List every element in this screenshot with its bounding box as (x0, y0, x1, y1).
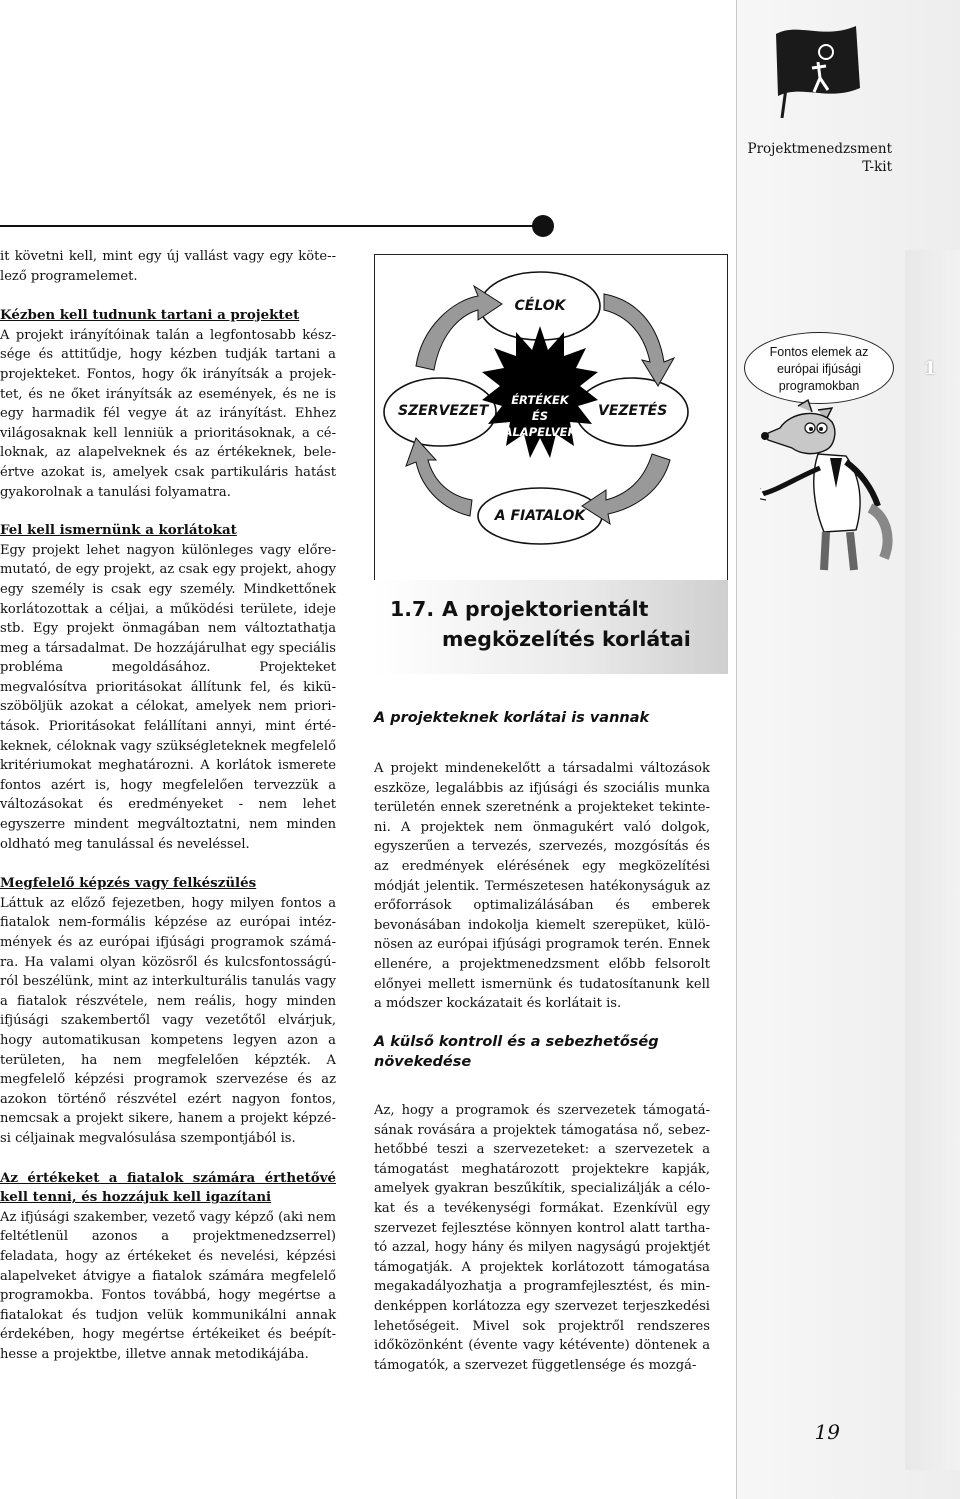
diagram-label-bottom: A FIATALOK (494, 508, 586, 524)
header-rule-dot (532, 215, 554, 237)
speech-bubble (744, 332, 894, 404)
subheading: A projekteknek korlátai is vannak (374, 710, 650, 726)
diagram-label-top: CÉLOK (514, 298, 566, 314)
fox-mascot-icon (760, 398, 895, 573)
center-line-3: ALAPELVEK (503, 425, 577, 439)
section-body: Láttuk az előző fejezetben, hogy milyen fontos a fiatalok nem-formális képzése az európai intézmények és az európai ifjúsági programok számára. Ha valami olyan közösről és kulcsfontosságúról beszélünk, mint az interkulturális tanulás vagy a fiatalok részvétele, nem reális, hogy minden ifjúsági szakembertől vagy vezetőtől elvárjuk, hogy automatikusan kompetens legyen azon a területen, ha nem megfelelően képzték. A megfelelő képzési programok szervezése és az azokon történő részvétel ezért nagyon fontos, nemcsak a projekt sikere, hanem a projekt képzési céljainak megvalósulása szempontjából is. (0, 895, 336, 1146)
flag-logo-icon (768, 18, 864, 118)
chapter-tab-number: 1 (923, 358, 937, 379)
left-column (0, 247, 336, 1364)
brand-line-1: Projektmenedzsment (747, 141, 892, 157)
brand-line-2: T-kit (862, 159, 892, 175)
page-number: 19 (814, 1420, 840, 1444)
section-heading: Az értékeket a fiatalok számára érthetővé kell tenni, és hozzájuk kell igazítani (0, 1169, 336, 1206)
section-heading: Megfelelő képzés vagy felkészülés (0, 875, 257, 892)
diagram-label-left: SZERVEZET (398, 403, 489, 419)
section-body: Az ifjúsági szakember, vezető vagy képző (aki nem feltétlenül azonos a projektmenedzserrel) feladata, hogy az értékeket és nevelési, képzési alapelveket átvigye a fiatalok számára megfelelő programokba. Fontos továbbá, hogy megértse a fiatalokat és tudjon velük kommunikálni annak érdekében, hogy megértse értékeiket és beépíthesse a projektbe, illetve annak metodikájába. (0, 1209, 336, 1362)
center-line-2: ÉS (531, 409, 549, 423)
section-body: A projekt irányítóinak talán a legfontosabb készsége és attitűdje, hogy kézben tudják tartani a projekteket. Fontos, hogy ők irányítsák a projektet, és ne őket irányítsák az események, és ne is egy harmadik fél vegye át az irányítást. Ehhez világosaknak kell lenniük a prioritásoknak, a céloknak, az alapelveknek és az értékeknek, beleértve azokat is, amelyek csak partikuláris hatást gyakorolnak a tanulási folyamatra. (0, 327, 336, 500)
intro-paragraph: it követni kell, mint egy új vallást vagy egy köte-lező programelemet. (0, 249, 336, 284)
section-number: 1.7. (390, 597, 435, 621)
header-rule (0, 225, 540, 227)
curved-arrow-icon (406, 438, 472, 516)
diagram-label-center (500, 392, 580, 440)
curved-arrow-icon (416, 286, 502, 370)
chapter-tab (905, 250, 960, 1470)
curved-arrow-icon (582, 454, 670, 524)
brand-title (742, 140, 892, 176)
right-paragraph-1: A projekt mindenekelőtt a társadalmi változások eszköze, legalábbis az ifjúsági és szociális munka területén ennek szeretnénk a projekteket tekinteni. A projektek nem önmagukért való dolgok, egyszerűen a tervezés, szervezés, mozgósítás és az eredmények elérésének egy megközelítési módját jelentik. Természetesen hatékonyságuk az erőforrások optimalizálásában és emberek bevonásában indokolja kiemelt szerepüket, különösen az európai ifjúsági programok terén. Ennek ellenére, a projektmenedzsment előbb felsorolt előnyei mellett ismernünk és tudatosítanunk kell a módszer kockázatait és korlátait is. (374, 761, 710, 1012)
right-paragraph-2: Az, hogy a programok és szervezetek támogatásának rovására a projektek támogatása nő, sebezhetőbbé teszi a szervezeteket: a szervezetek a támogatást meghatározott projektekre kapják, amelyek gyakran beszűkítik, specializálják a célokat és a tevékenységi formákat. Ezenkívül egy szervezet fejlesztése könnyen kontrol alatt tartható azzal, hogy hány és milyen nagyságú projektjét támogatják. A projektek korlátozott támogatása megakadályozhatja a programfejlesztést, és mindenképpen korlátozza egy szervezet terjeszkedési lehetőségeit. Mivel sok projektről rendszeres időközönként (évente vagy kétévente) döntenek a támogatók, a szervezet függetlensége és mozgá- (374, 1103, 710, 1373)
side-strip-edge (736, 0, 737, 1499)
section-heading: Kézben kell tudnunk tartani a projektet (0, 307, 300, 324)
section-body: Egy projekt lehet nagyon különleges vagy előremutató, de egy projekt, az csak egy projekt, ahogy egy személy is csak egy személy. Mindkettőnek korlátozottak a céljai, a működési területe, ideje stb. Egy projekt önmagában nem változtathatja meg a társadalmat. De hozzájárulhat egy speciális probléma megoldásához. Projekteket megvalósítva prioritásokat állítunk fel, és kiküszöböljük azokat a célokat, amelyek nem prioritások. Prioritásokat felállítani annyi, mint értékeknek, céloknak vagy szükségleteknek megfelelő kritériumokat meghatározni. A korlátok ismerete fontos azért is, hogy megfelelően tervezzük a változásokat és eredményeket - nem lehet egyszerre mindent megváltoztatni, nem minden oldható meg tanulással és neveléssel. (0, 542, 336, 852)
speech-bubble-text: Fontos elemek az európai ifjúsági programokban (769, 345, 869, 393)
center-line-1: ÉRTÉKEK (511, 393, 569, 407)
diagram-label-right: VEZETÉS (598, 403, 668, 419)
section-title-line-2: megközelítés korlátai (442, 627, 691, 651)
subheading: A külső kontroll és a sebezhetőség növekedése (374, 1034, 659, 1070)
curved-arrow-icon (604, 294, 674, 386)
section-heading: Fel kell ismernünk a korlátokat (0, 522, 237, 539)
section-title-line-1: A projektorientált (442, 597, 649, 621)
section-title (390, 594, 720, 654)
